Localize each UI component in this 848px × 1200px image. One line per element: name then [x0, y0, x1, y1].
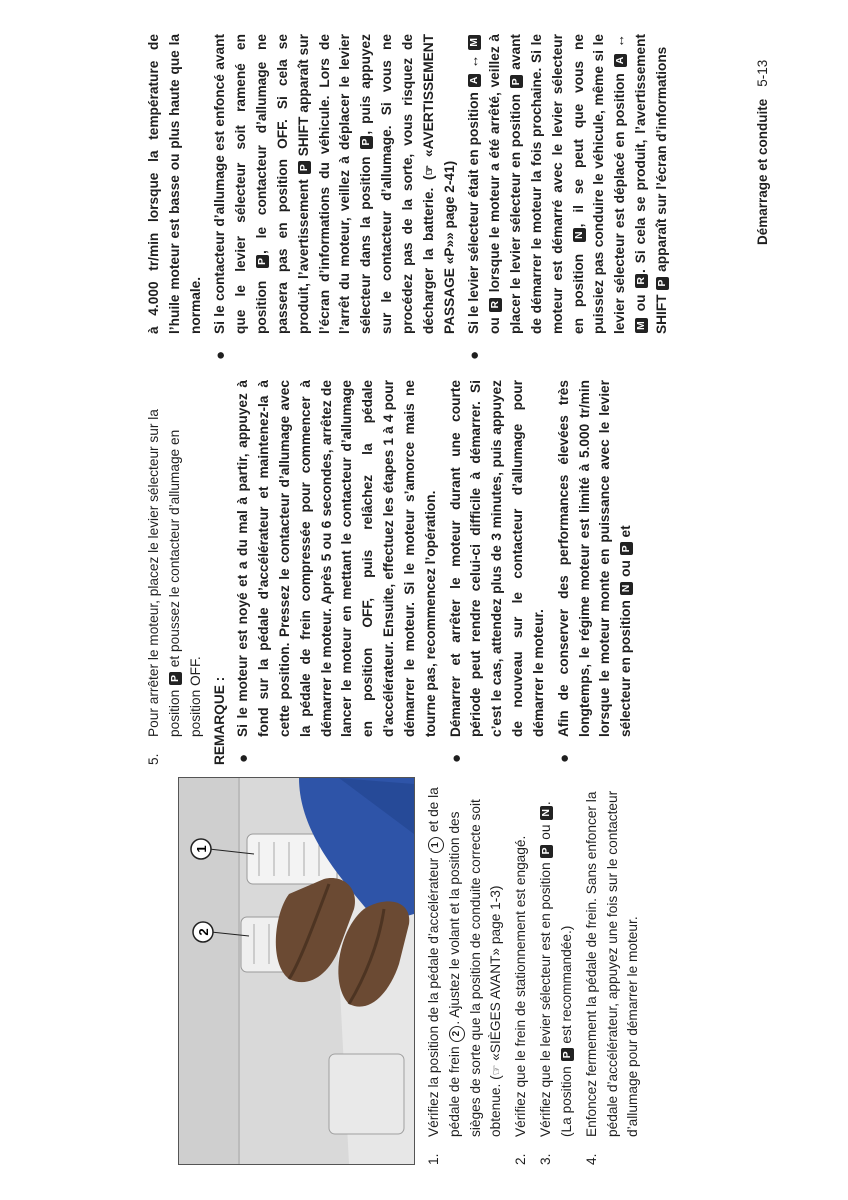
- shift-position-symbol: R: [489, 298, 502, 312]
- shift-position-symbol: P: [540, 845, 553, 858]
- step-number: 1.: [426, 1153, 441, 1165]
- shift-position-symbol: N: [540, 806, 553, 820]
- bullet-icon: ●: [212, 350, 230, 360]
- shift-position-symbol: P: [656, 277, 669, 290]
- bullet-text: [446, 380, 550, 737]
- bullet-icon: ●: [555, 753, 573, 763]
- step-text: [424, 779, 507, 1137]
- bullet-icon: ●: [466, 350, 484, 360]
- callout-number-symbol: 2: [449, 1026, 465, 1042]
- step-item: [511, 779, 532, 1165]
- shift-position-symbol: P: [256, 255, 269, 268]
- text-run: Vérifiez que le frein de stationnement est engagé.: [513, 835, 529, 1137]
- text-run: ↔: [466, 50, 482, 73]
- bullet-icon: ●: [447, 753, 465, 763]
- shift-position-symbol: N: [573, 228, 586, 242]
- step-text: [582, 779, 644, 1137]
- text-run: ↔: [612, 34, 628, 53]
- note-bullet: [464, 34, 672, 362]
- pedal-illustration: [178, 777, 415, 1165]
- text-run: . Ajustez le volant et la position des sièges de sorte que la position de conduite correcte soit obtenue. (: [446, 799, 504, 1137]
- shift-position-symbol: A: [468, 74, 481, 88]
- text-run: apparaît sur l’écran d’informations: [653, 46, 669, 276]
- text-run: Démarrer et arrêter le moteur durant une courte période peut rendre celui-ci difficile à démarrer. Si c’est le cas, attendez plus de 3 minutes, puis appuyez de nouveau sur le contacteur d’allumage pour démarrer le moteur.: [447, 380, 546, 737]
- column-left: [424, 779, 648, 1165]
- step-text: [511, 779, 532, 1137]
- step-item: [582, 779, 644, 1165]
- step-number: 2.: [513, 1153, 529, 1165]
- bullet-text: [210, 34, 460, 334]
- shift-position-symbol: P: [169, 672, 182, 685]
- step-5-wrapper: [144, 380, 206, 765]
- text-run: lorsque le moteur a été arrêté, veillez à placer le levier sélecteur en position: [487, 34, 524, 334]
- step-text: [144, 380, 206, 737]
- text-run: ou: [487, 312, 503, 334]
- text-run: , le contacteur d’allumage ne passera pas en position OFF. Si cela se produit, l’avertissement: [254, 34, 311, 334]
- text-run: SHIFT apparaît sur l’écran d’informations du véhicule. Lors de l’arrêt du moteur, veillez à déplacer le levier sélecteur dans la position: [295, 34, 374, 334]
- text-run: avant de démarrer le moteur la fois prochaine. Si le moteur est démarré avec le levier sélecteur en position: [508, 34, 586, 334]
- text-run: Pour arrêter le moteur, placez le levier sélecteur sur la position: [146, 409, 182, 737]
- shift-position-symbol: M: [635, 318, 648, 333]
- column-middle: [144, 380, 641, 765]
- step-item: [144, 380, 206, 765]
- shift-position-symbol: N: [620, 582, 633, 596]
- bullet-text: [464, 34, 672, 334]
- reference-book-icon: ☞: [489, 1064, 504, 1076]
- reference-book-icon: ☞: [421, 164, 436, 176]
- callout-number-symbol: 1: [428, 837, 444, 853]
- text-run: Si le contacteur d’allumage est enfoncé avant que le levier sélecteur soit ramené en position: [212, 34, 270, 334]
- step-item: [424, 779, 507, 1165]
- shift-position-symbol: P: [360, 136, 373, 149]
- text-run: ou: [633, 288, 649, 318]
- text-run: Afin de conserver des performances élevées très longtemps, le régime moteur est limité à 5.000 tr/min lorsque le moteur monte en puissance avec le levier sélecteur en position: [555, 380, 634, 737]
- text-run: et de la pédale de frein: [426, 787, 462, 1137]
- note-bullet: [210, 34, 460, 362]
- note-heading: REMARQUE :: [212, 676, 228, 765]
- step-number: 5.: [146, 753, 161, 765]
- text-run: . (La position: [538, 801, 574, 1137]
- text-run: Enfoncez fermement la pédale de frein. Sans enfoncer la pédale d’accélérateur, appuyez une fois sur le contacteur d’allumage pour démarrer le moteur.: [583, 790, 641, 1137]
- text-run: Vérifiez la position de la pédale d’accélérateur: [426, 853, 441, 1137]
- shift-position-symbol: P: [510, 75, 523, 88]
- continued-text: [144, 34, 206, 334]
- bullet-text: [233, 380, 441, 737]
- footer-page-number: 5-13: [755, 59, 770, 87]
- text-run: , il se peut que vous ne puissiez pas conduire le véhicule, même si le levier sélecteur est déplacé en position: [570, 34, 628, 334]
- text-run: . Si cela se produit, l’avertissement SHIFT: [633, 33, 669, 334]
- bullet-icon: ●: [235, 753, 253, 763]
- text-run: Si le moteur est noyé et a du mal à partir, appuyez à fond sur la pédale d’accélérateur et maintenez-la à cette position. Pressez le contacteur d’allumage avec la pédale de frein compressée pour commencer à démarrer le moteur. Après 5 ou 6 secondes, arrêtez de lancer le moteur en mettant le contacteur d’allumage en position OFF, puis relâchez la pédale d’accélérateur. Ensuite, effectuez les étapes 1 à 4 pour démarrer le moteur. Si le moteur s’amorce mais ne tourne pas, recommencez l’opération.: [235, 380, 438, 737]
- text-run: Vérifiez que le levier sélecteur est en position: [538, 858, 554, 1137]
- text-run: «SIÈGES AVANT» page 1-3): [488, 885, 504, 1065]
- step-text: [536, 779, 578, 1137]
- footer-section-title: Démarrage et conduite: [755, 98, 770, 245]
- text-run: , puis appuyez sur le contacteur d’allumage. Si vous ne procédez pas de la sorte, vous risquez de décharger la batterie. (: [358, 33, 436, 334]
- callout-2-label: 2: [196, 928, 211, 936]
- note-bullet: [233, 380, 441, 765]
- shift-position-symbol: P: [298, 161, 311, 174]
- text-run: et poussez le contacteur d’allumage en position OFF.: [166, 429, 203, 737]
- step-number: 3.: [538, 1153, 554, 1165]
- text-run: ou: [618, 556, 634, 581]
- text-run: Si le levier sélecteur était en position: [466, 88, 482, 334]
- text-run: à 4.000 tr/min lorsque la température de l’huile moteur est basse ou plus haute que la normale.: [146, 34, 203, 334]
- shift-position-symbol: A: [614, 54, 627, 68]
- text-run: ou: [538, 820, 554, 844]
- note-bullet: [446, 380, 550, 765]
- text-run: est recommandée.): [558, 925, 574, 1048]
- note-bullet: [554, 380, 637, 765]
- shift-position-symbol: M: [468, 35, 481, 50]
- text-run: «AVERTISSEMENT PASSAGE «P»» page 2-41): [420, 34, 457, 334]
- pedal-drawing: [179, 778, 414, 1164]
- page-footer: [755, 35, 770, 245]
- step-number: 4.: [583, 1153, 599, 1165]
- shift-position-symbol: R: [635, 274, 648, 288]
- column-right: [144, 34, 677, 362]
- step-item: [536, 779, 578, 1165]
- bullet-text: [554, 380, 637, 737]
- shift-position-symbol: P: [561, 1048, 574, 1061]
- shift-position-symbol: P: [620, 542, 633, 555]
- text-run: et: [618, 525, 634, 542]
- callout-1-label: 1: [194, 845, 209, 853]
